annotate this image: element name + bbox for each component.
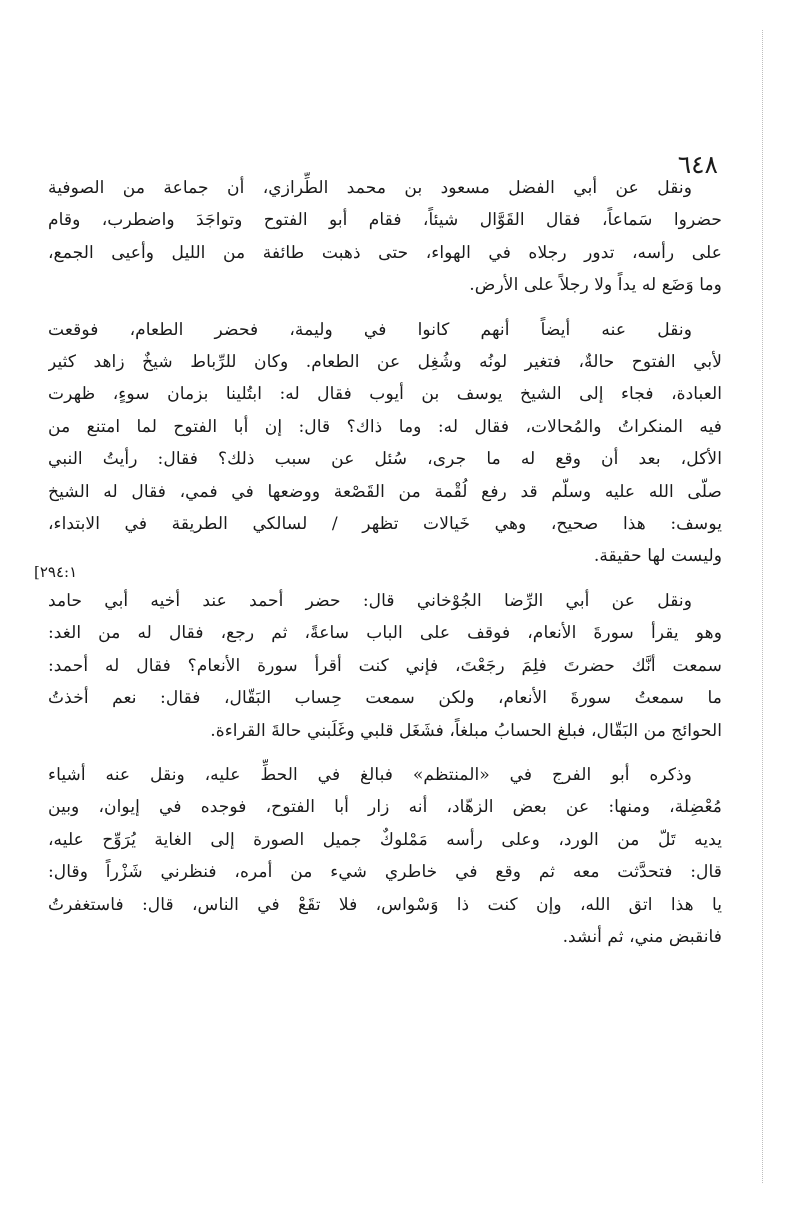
text-line: على رأسه، تدور رجلاه في الهواء، حتى ذهبت طائفة من الليل وأعيى الجمع، (48, 242, 722, 263)
text-line: قال: فتحدَّثت معه ثم وقع في خاطري شيء من أمره، فنظرني شَزْراً وقال: (48, 862, 722, 883)
text-line: فيه المنكراتُ والمُحالات، فقال له: وما ذاك؟ قال: إن أبا الفتوح لما امتنع من (48, 416, 722, 437)
text-line: يا هذا اتق الله، وإن كنت ذا وَسْواس، فلا تقَعْ في الناس، قال: فاستغفرتُ (48, 894, 722, 915)
text-line: وليست لها حقيقة. (593, 546, 722, 567)
text-line: ونقل عن أبي الفضل مسعود بن محمد الطِّرازي، أن جماعة من الصوفية (48, 178, 692, 198)
text-line: صلّى الله عليه وسلّم قد رفع لُقْمة من القَصْعة ووضعها في فمي، فقال له الشيخ (48, 481, 722, 502)
text-line: وما وَضَع له يداً ولا رجلاً على الأرض. (469, 275, 722, 296)
paragraph-4 (48, 759, 722, 953)
text-line: سمعت أنَّك حضرتَ فلِمَ رجَعْتَ، فإني كنت أقرأ سورة الأنعام؟ فقال له أحمد: (48, 655, 722, 676)
text-line: الحوائج من البَقّال، فبلغ الحسابُ مبلغاً، فشَغَل قلبي وغَلَبني حالةَ القراءة. (210, 720, 722, 741)
text-line: ما سمعتُ سورةَ الأنعام، ولكن سمعت حِساب البَقّال، فقال: نعم أخذتُ (48, 688, 722, 709)
text-line: فانقبض مني، ثم أنشد. (562, 926, 722, 947)
text-line: حضروا سَماعاً، فقال القَوَّال شيئاً، فقام أبو الفتوح وتواجَدَ واضطرب، وقام (48, 210, 722, 231)
body-text (48, 172, 722, 965)
text-line: يديه تَلّ من الورد، وعلى رأسه مَمْلوكٌ جميل الصورة إلى الغاية يُرَوِّح عليه، (48, 829, 722, 850)
text-line: مُعْضِلة، ومنها: عن بعض الزهّاد، أنه زار أبا الفتوح، فوجده في إيوان، وبين (48, 797, 722, 818)
margin-page-reference: [٢٩٤:١ (34, 563, 78, 581)
text-line: وذكره أبو الفرج في «المنتظم» فبالغ في الحطِّ عليه، ونقل عنه أشياء (48, 764, 692, 785)
text-line: ونقل عنه أيضاً أنهم كانوا في وليمة، فحضر الطعام، فوقعت (48, 319, 692, 340)
paragraph-2 (48, 314, 722, 573)
page-edge-rule (762, 30, 763, 1183)
page-number: ٦٤٨ (677, 150, 718, 179)
text-line: الأكل، بعد أن وقع له ما جرى، سُئل عن سبب ذلك؟ فقال: رأيتُ النبي (48, 449, 722, 470)
paragraph-1 (48, 172, 722, 302)
text-line: وهو يقرأ سورةَ الأنعام، فوقف على الباب ساعةً، ثم رجع، فقال له من الغد: (48, 623, 722, 644)
paragraph-3 (48, 585, 722, 747)
text-line: ونقل عن أبي الرِّضا الجُوْخاني قال: حضر أحمد عند أخيه أبي حامد (48, 590, 692, 611)
text-line: لأبي الفتوح حالةٌ، فتغير لونُه وشُغِل عن الطعام. وكان للرِّباط شيخٌ زاهد كثير (48, 352, 722, 373)
text-line: يوسف: هذا صحيح، وهي خَيالات تظهر / لسالكي الطريقة في الابتداء، (48, 514, 722, 535)
text-line: العبادة، فجاء إلى الشيخ يوسف بن أيوب فقال له: ابتُلينا بزمان سوءٍ، ظهرت (48, 384, 722, 405)
